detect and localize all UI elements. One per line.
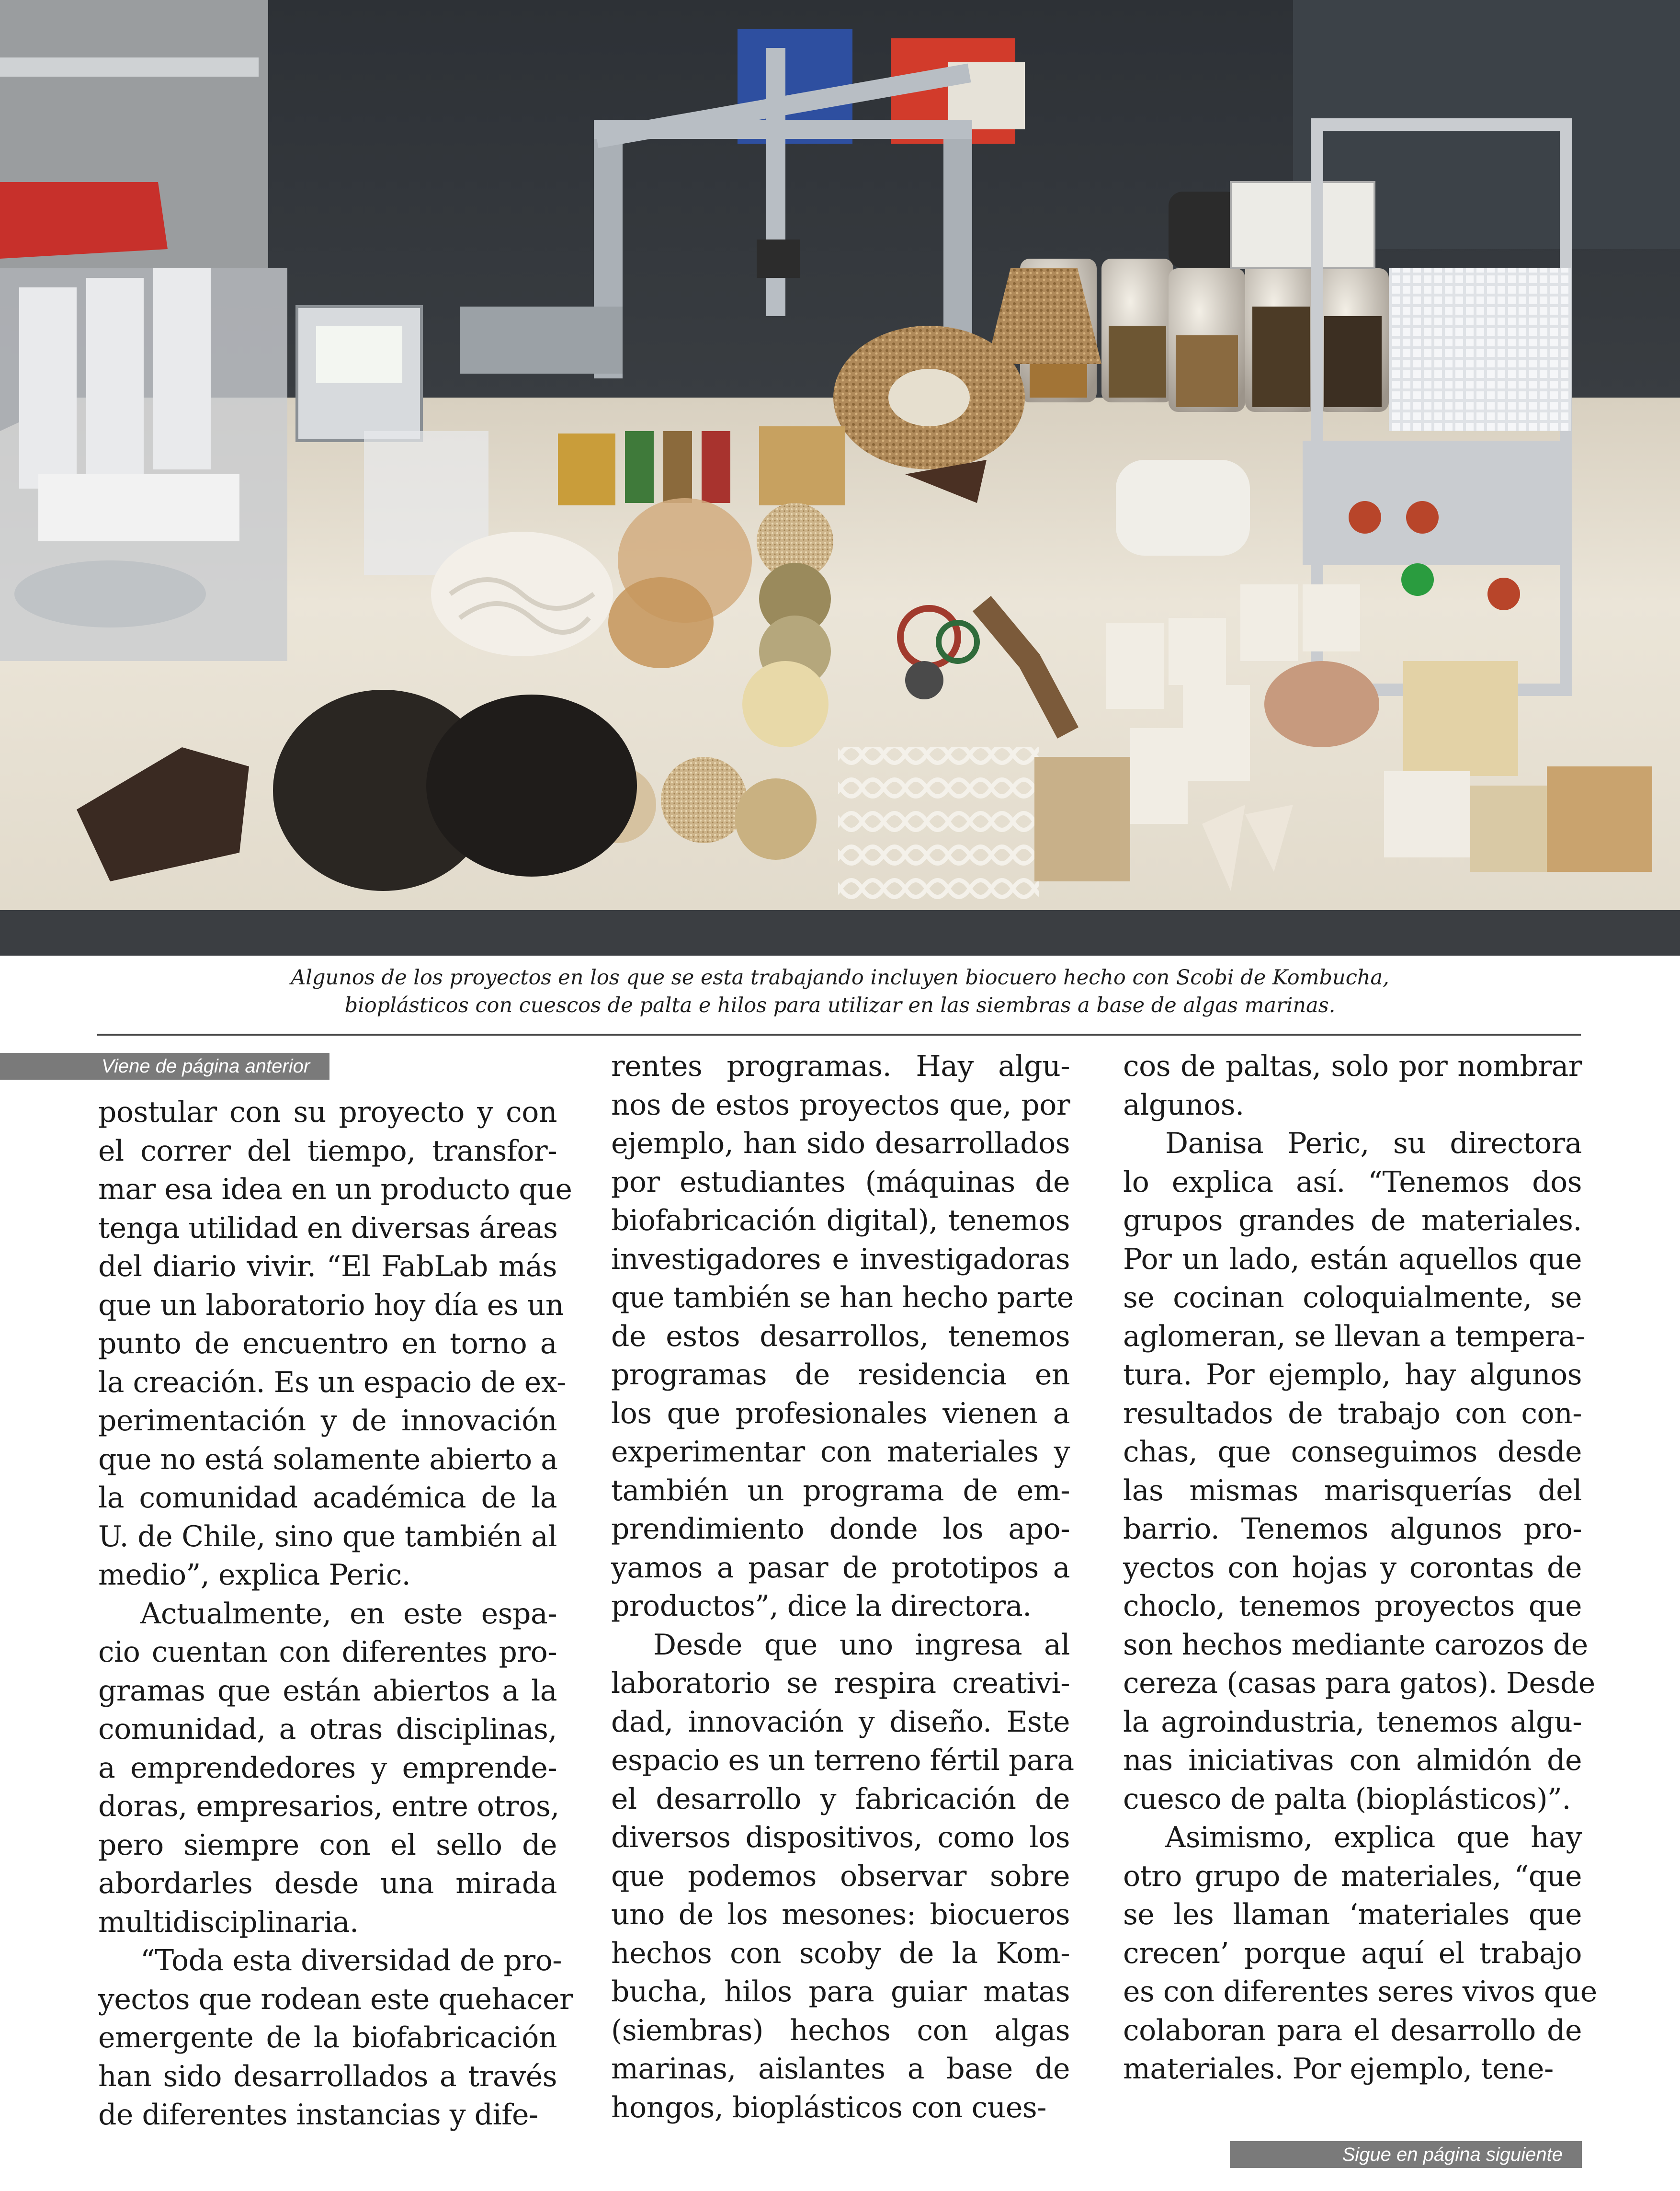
article-paragraph [611, 1047, 1074, 1626]
text-line: colaboran para el desarrollo de [1123, 2013, 1582, 2047]
text-line: que un laboratorio hoy día es un [98, 1288, 564, 1322]
text-line: que no está solamente abierto a [98, 1442, 558, 1476]
text-line: cuesco de palta (bioplásticos)”. [1123, 1782, 1571, 1816]
text-line: el correr del tiempo, transfor- [98, 1134, 557, 1168]
text-line: que también se han hecho parte [611, 1281, 1074, 1314]
text-line: ejemplo, han sido desarrollados [611, 1127, 1070, 1160]
text-line: medio”, explica Peric. [98, 1558, 411, 1592]
caption-line: bioplásticos con cuescos de palta e hilos para utilizar en las siembras a base de algas marinas. [344, 993, 1336, 1017]
text-line: cos de paltas, solo por nombrar [1123, 1050, 1582, 1083]
text-line: prendimiento donde los apo- [611, 1512, 1070, 1546]
text-line: hechos con scoby de la Kom- [611, 1936, 1070, 1970]
text-line: la creación. Es un espacio de ex- [98, 1365, 566, 1399]
text-line: otro grupo de materiales, “que [1123, 1859, 1582, 1893]
text-line: biofabricación digital), tenemos [611, 1204, 1070, 1237]
text-line: lo explica así. “Tenemos dos [1123, 1165, 1582, 1199]
text-line: postular con su proyecto y con [98, 1096, 557, 1129]
text-line: se les llaman ‘materiales que [1123, 1898, 1582, 1931]
text-line: que podemos observar sobre [611, 1859, 1070, 1893]
text-line: investigadores e investigadoras [611, 1242, 1070, 1276]
text-line: punto de encuentro en torno a [98, 1327, 557, 1360]
text-line: yamos a pasar de prototipos a [611, 1551, 1070, 1585]
text-line: también un programa de em- [611, 1473, 1070, 1507]
text-line: barrio. Tenemos algunos pro- [1123, 1512, 1582, 1546]
text-line: Desde que uno ingresa al [653, 1628, 1070, 1662]
text-line: crecen’ porque aquí el trabajo [1123, 1936, 1582, 1970]
photo-caption [144, 964, 1536, 1019]
text-line: “Toda esta diversidad de pro- [140, 1944, 562, 1977]
lab-table-illustration [0, 0, 1680, 956]
text-line: han sido desarrollados a través [98, 2059, 557, 2093]
text-line: doras, empresarios, entre otros, [98, 1790, 559, 1823]
caption-divider [97, 1034, 1581, 1036]
article-column-2 [611, 1047, 1074, 2127]
article-paragraph [98, 1595, 557, 1942]
text-line: por estudiantes (máquinas de [611, 1165, 1070, 1199]
text-line: aglomeran, se llevan a tempera- [1123, 1319, 1585, 1353]
text-line: yectos con hojas y corontas de [1123, 1551, 1582, 1585]
text-line: hongos, bioplásticos con cues- [611, 2090, 1046, 2124]
text-line: tenga utilidad en diversas áreas [98, 1211, 558, 1245]
text-line: son hechos mediante carozos de [1123, 1628, 1588, 1662]
text-line: el desarrollo y fabricación de [611, 1782, 1070, 1816]
text-line: gramas que están abiertos a la [98, 1674, 557, 1708]
text-line: pero siempre con el sello de [98, 1828, 557, 1862]
next-page-tag: Sigue en página siguiente [1230, 2141, 1582, 2168]
text-line: multidisciplinaria. [98, 1905, 359, 1939]
text-line: es con diferentes seres vivos que [1123, 1975, 1597, 2008]
text-line: cereza (casas para gatos). Desde [1123, 1666, 1595, 1700]
text-line: dad, innovación y diseño. Este [611, 1705, 1070, 1739]
article-photo [0, 0, 1680, 956]
article-paragraph [98, 1941, 573, 2134]
text-line: materiales. Por ejemplo, tene- [1123, 2052, 1554, 2086]
text-line: diversos dispositivos, como los [611, 1821, 1070, 1854]
article-paragraph [1123, 1818, 1597, 2088]
text-line: nos de estos proyectos que, por [611, 1088, 1070, 1122]
text-line: se cocinan coloquialmente, se [1123, 1281, 1582, 1314]
text-line: del diario vivir. “El FabLab más [98, 1250, 557, 1283]
text-line: Por un lado, están aquellos que [1123, 1242, 1582, 1276]
article-paragraph [611, 1626, 1074, 2127]
text-line: resultados de trabajo con con- [1123, 1396, 1582, 1430]
text-line: cio cuentan con diferentes pro- [98, 1635, 557, 1669]
text-line: U. de Chile, sino que también al [98, 1519, 557, 1553]
text-line: nas iniciativas con almidón de [1123, 1744, 1582, 1777]
text-line: espacio es un terreno fértil para [611, 1744, 1074, 1777]
previous-page-tag: Viene de página anterior [0, 1053, 329, 1080]
text-line: (siembras) hechos con algas [611, 2013, 1070, 2047]
text-line: mar esa idea en un producto que [98, 1173, 572, 1206]
text-line: los que profesionales vienen a [611, 1396, 1070, 1430]
text-line: Danisa Peric, su directora [1165, 1127, 1582, 1160]
text-line: las mismas marisquerías del [1123, 1473, 1582, 1507]
text-line: la comunidad académica de la [98, 1481, 557, 1515]
text-line: bucha, hilos para guiar matas [611, 1975, 1070, 2008]
article-column-1 [98, 1093, 573, 2134]
text-line: laboratorio se respira creativi- [611, 1666, 1070, 1700]
text-line: grupos grandes de materiales. [1123, 1204, 1582, 1237]
text-line: rentes programas. Hay algu- [611, 1050, 1070, 1083]
text-line: a emprendedores y emprende- [98, 1751, 557, 1785]
text-line: algunos. [1123, 1088, 1244, 1122]
text-line: perimentación y de innovación [98, 1404, 557, 1438]
text-line: emergente de la biofabricación [98, 2021, 557, 2054]
text-line: la agroindustria, tenemos algu- [1123, 1705, 1582, 1739]
text-line: de estos desarrollos, tenemos [611, 1319, 1070, 1353]
text-line: uno de los mesones: biocueros [611, 1898, 1070, 1931]
text-line: choclo, tenemos proyectos que [1123, 1589, 1582, 1623]
text-line: abordarles desde una mirada [98, 1867, 557, 1900]
text-line: marinas, aislantes a base de [611, 2052, 1070, 2086]
caption-line: Algunos de los proyectos en los que se esta trabajando incluyen biocuero hecho con Scobi de Kombucha, [291, 966, 1389, 990]
text-line: Asimismo, explica que hay [1165, 1821, 1582, 1854]
text-line: productos”, dice la directora. [611, 1589, 1032, 1623]
text-line: comunidad, a otras disciplinas, [98, 1712, 557, 1746]
text-line: programas de residencia en [611, 1358, 1070, 1392]
text-line: experimentar con materiales y [611, 1435, 1070, 1469]
text-line: yectos que rodean este quehacer [98, 1982, 573, 2016]
article-paragraph [1123, 1047, 1582, 1124]
text-line: tura. Por ejemplo, hay algunos [1123, 1358, 1582, 1392]
text-line: chas, que conseguimos desde [1123, 1435, 1582, 1469]
text-line: Actualmente, en este espa- [140, 1597, 557, 1631]
article-paragraph [98, 1093, 572, 1595]
article-paragraph [1123, 1124, 1595, 1818]
text-line: de diferentes instancias y dife- [98, 2098, 538, 2132]
article-column-3 [1123, 1047, 1597, 2088]
